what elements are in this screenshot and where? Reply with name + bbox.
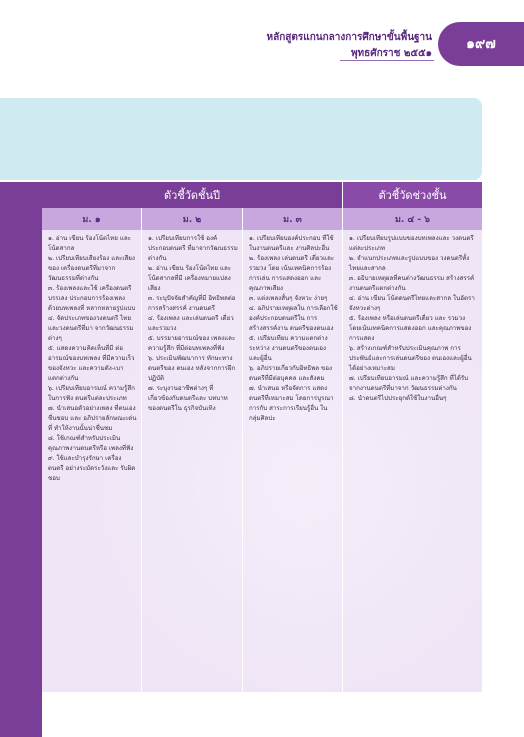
indicator-item: ๖. อภิปรายเกี่ยวกับอิทธิพล ของดนตรีที่มีต่อบุคคล และสังคม [249,365,333,382]
range-indicators-label: ตัวชี้วัดช่วงชั้น [378,189,447,202]
indicator-list-m4-6 [343,234,482,404]
header-divider [340,60,434,61]
indicator-item: ๓. ร้องเพลงและใช้ เครื่องดนตรีบรรเลง ประกอบการร้องเพลง ด้วยบทเพลงที่ หลากหลายรูปแบบ [48,285,136,312]
curriculum-title: หลักสูตรแกนกลางการศึกษาขั้นพื้นฐาน [266,32,432,43]
indicator-item: ๓. อธิบายเหตุผลที่คนต่างวัฒนธรรม สร้างสรรค์งานดนตรีแตกต่างกัน [349,275,475,292]
indicator-item: ๑. เปรียบเทียบองค์ประกอบ ที่ใช้ในงานดนตรีและ งานศิลปะอื่น [249,235,334,252]
column-header-label: ม. ๔ - ๖ [394,215,430,225]
indicator-item: ๘. นำดนตรีไปประยุกต์ใช้ในงานอื่นๆ [349,395,447,402]
indicator-item: ๗. ระบุงานอาชีพต่างๆ ที่ เกี่ยวข้องกับดนตรีและ บทบาทของดนตรีใน ธุรกิจบันเทิง [148,385,228,412]
indicator-item: ๑. เปรียบเทียบรูปแบบของบทเพลงและ วงดนตรีแต่ละประเภท [349,235,474,252]
page-number-tab [438,22,524,66]
column-m1 [42,234,141,688]
indicator-item: ๖. สร้างเกณฑ์สำหรับประเมินคุณภาพ การประพันธ์และการเล่นดนตรีของ ตนเองและผู้อื่นได้อย่างเหมาะสม [349,345,472,372]
column-m3 [243,234,342,688]
column-header-m2 [142,208,242,230]
indicator-item: ๕. ร้องเพลง หรือเล่นดนตรีเดี่ยว และ รวมวง โดยเน้นเทคนิคการแสดงออก และคุณภาพของการแสดง [349,315,472,342]
side-strip [0,182,42,737]
indicator-item: ๕. แสดงความคิดเห็นที่มี ต่ออารมณ์ของบทเพลง ที่มีความเร็วของจังหวะ และความดัง-เบา แตกต่างกัน [48,345,135,382]
indicator-item: ๒. อ่าน เขียน ร้องโน้ตไทย และโน้ตสากลที่มี เครื่องหมายแปลงเสียง [148,265,232,292]
indicator-item: ๑. เปรียบเทียบการใช้ องค์ประกอบดนตรี ที่มาจากวัฒนธรรม ต่างกัน [148,235,238,262]
indicator-item: ๔. จัดประเภทของวงดนตรี ไทยและวงดนตรีที่มา จากวัฒนธรรมต่างๆ [48,315,134,342]
column-header-label: ม. ๒ [182,215,202,225]
indicator-item: ๓. ระบุปัจจัยสำคัญที่มี อิทธิพลต่อการสร้างสรรค์ งานดนตรี [148,295,236,312]
indicator-item: ๘. ใช้เกณฑ์สำหรับประเมิน คุณภาพงานดนตรีหรือ เพลงที่ฟัง [48,435,134,452]
column-header-m1 [42,208,141,230]
page-number: ๑๙๗ [466,36,496,52]
indicator-item: ๙. ใช้และบำรุงรักษา เครื่องดนตรี อย่างระมัดระวังและ รับผิดชอบ [48,455,136,482]
indicator-item: ๔. อภิปรายเหตุผลใน การเลือกใช้ องค์ประกอบดนตรีใน การสร้างสรรค์งาน ดนตรีของตนเอง [249,305,338,332]
indicator-list-m3 [243,234,342,424]
column-header-label: ม. ๓ [283,215,302,225]
curriculum-year: พุทธศักราช ๒๕๕๑ [350,48,432,59]
indicator-item: ๗. เปรียบเทียบอารมณ์ และความรู้สึก ที่ได้รับจากงานดนตรีที่มาจาก วัฒนธรรมต่างกัน [349,375,469,392]
indicator-item: ๗. นำเสนอ หรือจัดการ แสดงดนตรีที่เหมาะสม โดยการบูรณาการกับ สาระการเรียนรู้อื่น ในกลุ่มศิลปะ [249,385,334,422]
indicator-list-m2 [142,234,242,414]
indicator-item: ๔. ร้องเพลง และเล่นดนตรี เดี่ยว และรวมวง [148,315,234,332]
top-banner [0,98,482,180]
column-header-label: ม. ๑ [82,215,101,225]
indicator-table [42,182,482,692]
indicator-item: ๑. อ่าน เขียน ร้องโน้ตไทย และโน้ตสากล [48,235,131,252]
indicator-item: ๕. บรรยายอารมณ์ของ เพลงและความรู้สึก ที่มีต่อบทเพลงที่ฟัง [148,335,236,352]
indicator-item: ๒. จำแนกประเภทและรูปแบบของ วงดนตรีทั้งไทยและสากล [349,255,470,272]
indicator-item: ๒. เปรียบเทียบเสียงร้อง และเสียงของ เครื่องดนตรีที่มาจาก วัฒนธรรมที่ต่างกัน [48,255,135,282]
indicator-item: ๖. เปรียบเทียบอารมณ์ ความรู้สึกในการฟัง ดนตรีแต่ละประเภท [48,385,135,402]
column-header-m4-6 [343,208,482,230]
grade-indicators-label: ตัวชี้วัดชั้นปี [163,189,221,202]
indicator-list-m1 [42,234,141,484]
indicator-item: ๔. อ่าน เขียน โน้ตดนตรีไทยและสากล ในอัตราจังหวะต่างๆ [349,295,475,312]
indicator-item: ๒. ร้องเพลง เล่นดนตรี เดี่ยวและรวมวง โดย เน้นเทคนิคการร้อง การเล่น การแสดงออก และคุณภาพเสียง [249,255,335,292]
indicator-item: ๗. นำเสนอตัวอย่างเพลง ที่ตนเองชื่นชอบ และ อภิปรายลักษณะเด่นที่ ทำให้งานนั้นน่าชื่นชม [48,405,137,432]
indicator-item: ๓. แต่งเพลงสั้นๆ จังหวะ ง่ายๆ [249,295,328,302]
indicator-item: ๖. ประเมินพัฒนาการ ทักษะทางดนตรีของ ตนเอง หลังจากการฝึก ปฏิบัติ [148,355,236,382]
column-m4-6 [343,234,482,688]
column-header-m3 [243,208,342,230]
column-m2 [142,234,242,688]
indicator-item: ๕. เปรียบเทียบ ความแตกต่างระหว่าง งานดนตรีของตนเอง และผู้อื่น [249,335,328,362]
grade-indicators-band [42,182,342,208]
range-indicators-band [343,182,482,208]
